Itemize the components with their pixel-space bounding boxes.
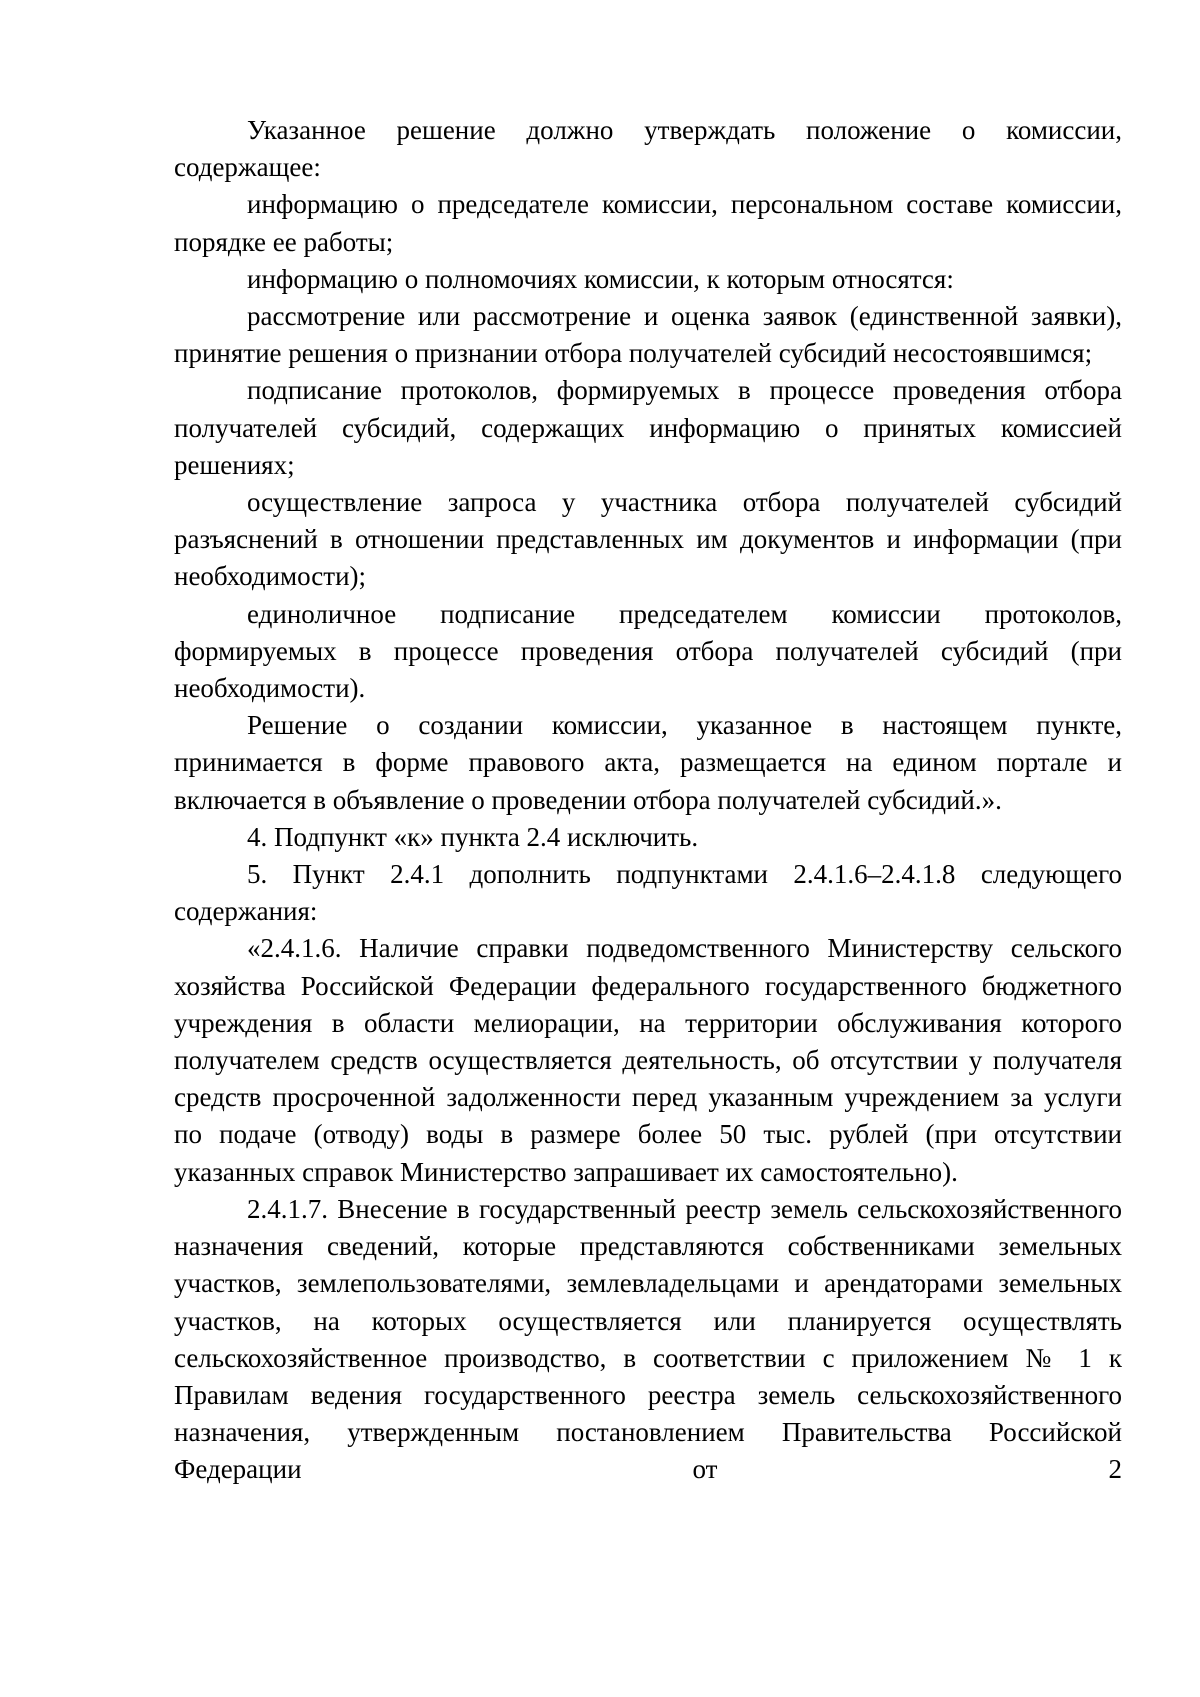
paragraph-request-clarifications: осуществление запроса у участника отбора получателей субсидий разъяснений в отношении представленных им документов и информации (при необходимости); (174, 487, 1122, 592)
paragraph-powers-info: информацию о полномочиях комиссии, к которым относятся: (247, 263, 954, 294)
paragraph-chairman-info: информацию о председателе комиссии, персональном составе комиссии, порядке ее работы; (174, 189, 1122, 257)
document-page (174, 112, 1122, 1489)
paragraph-review-applications: рассмотрение или рассмотрение и оценка заявок (единственной заявки), принятие решения о признании отбора получателей субсидий несостоявшимся; (174, 301, 1122, 369)
paragraph-commission-regulation: Указанное решение должно утверждать положение о комиссии, содержащее: (174, 115, 1122, 183)
paragraph-item-5: 5. Пункт 2.4.1 дополнить подпунктами 2.4.1.6–2.4.1.8 следующего содержания: (174, 859, 1122, 927)
paragraph-commission-decision: Решение о создании комиссии, указанное в настоящем пункте, принимается в форме правового акта, размещается на едином портале и включается в объявление о проведении отбора получателей субсидий.». (174, 710, 1122, 815)
paragraph-item-4: 4. Подпункт «к» пункта 2.4 исключить. (247, 821, 699, 852)
paragraph-2-4-1-6: «2.4.1.6. Наличие справки подведомственного Министерству сельского хозяйства Российской Федерации федерального государственного бюджетного учреждения в области мелиорации, на территории обслуживания которого получателем средств осуществляется деятельность, об отсутствии у получателя средств просроченной задолженности перед указанным учреждением за услуги по подаче (отводу) воды в размере более 50 тыс. рублей (при отсутствии указанных справок Министерство запрашивает их самостоятельно). (174, 933, 1122, 1187)
paragraph-2-4-1-7: 2.4.1.7. Внесение в государственный реестр земель сельскохозяйственного назначения сведений, которые представляются собственниками земельных участков, землепользователями, землевладельцами и арендаторами земельных участков, на которых осуществляется или планируется осуществлять сельскохозяйственное производство, в соответствии с приложением № 1 к Правилам ведения государственного реестра земель сельскохозяйственного назначения, утвержденным постановлением Правительства Российской Федерации от 2 (174, 1193, 1122, 1485)
paragraph-signing-protocols: подписание протоколов, формируемых в процессе проведения отбора получателей субсидий, содержащих информацию о принятых комиссией решениях; (174, 375, 1122, 480)
paragraph-sole-signing: единоличное подписание председателем комиссии протоколов, формируемых в процессе проведения отбора получателей субсидий (при необходимости). (174, 598, 1122, 704)
